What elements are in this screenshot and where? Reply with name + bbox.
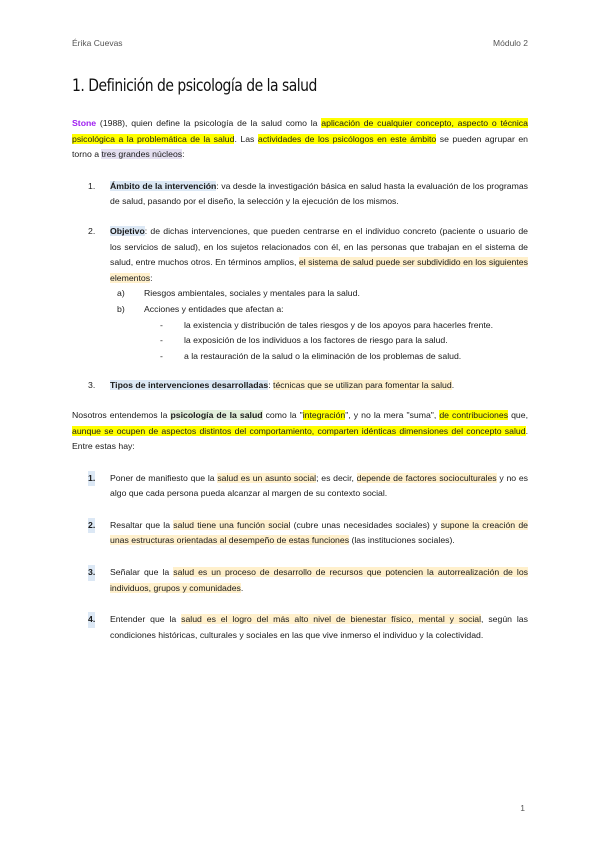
text: Poner de manifiesto que la: [110, 472, 218, 483]
text: Acciones y entidades que afectan a:: [144, 303, 284, 314]
nucleo-item: [72, 378, 528, 394]
dash-item: [72, 318, 528, 334]
text: la existencia y distribución de tales riesgos y de los apoyos para hacerles frente.: [184, 319, 494, 330]
text: a la restauración de la salud o la eliminación de los problemas de salud.: [184, 350, 462, 361]
sub-label: b): [117, 303, 125, 314]
text: . Las: [234, 133, 258, 144]
list-number: 1.: [88, 471, 95, 487]
text: Riesgos ambientales, sociales y mentales para la salud.: [144, 288, 360, 299]
text: : va desde la investigación básica en salud hasta la evaluación de los programas de salud, pasando por el diseño, la selección y la ejecución de los mismos.: [110, 180, 528, 207]
dimension-item: [72, 612, 528, 643]
nucleo-item: [72, 179, 528, 210]
highlight: integración: [302, 409, 346, 420]
highlight: el sistema de salud puede ser subdividido en los siguientes elementos: [110, 257, 528, 283]
sub-label: a): [117, 288, 125, 299]
list-number: 3.: [88, 565, 95, 581]
list-number: 4.: [88, 612, 95, 628]
list-number: 1.: [88, 180, 96, 191]
document-body: [72, 116, 528, 643]
dimension-item: [72, 471, 528, 502]
highlight: psicología de la salud: [170, 409, 263, 420]
nucleo-term: Tipos de intervenciones desarrolladas: [110, 380, 269, 391]
dash-item: [72, 333, 528, 349]
highlight: tres grandes núcleos: [101, 149, 183, 160]
text: se pueden agrupar en torno a: [72, 133, 528, 160]
highlight: salud es un asunto social: [217, 472, 317, 483]
text: como la ": [262, 409, 303, 420]
text: que,: [508, 409, 528, 420]
page-title: 1. Definición de psicología de la salud: [72, 76, 317, 96]
text: (cubre unas necesidades sociales) y: [290, 519, 441, 530]
highlight: depende de factores socioculturales: [356, 472, 497, 483]
text: Entender que la: [110, 614, 182, 625]
integration-paragraph: [72, 408, 528, 455]
text: Señalar que la: [110, 567, 174, 578]
page-number: 1: [520, 803, 525, 813]
text: .: [451, 380, 455, 391]
highlight: técnicas que se utilizan para fomentar la salud: [273, 380, 452, 391]
highlight: actividades de los psicólogos en este ámbito: [257, 133, 437, 144]
dimension-item: [72, 518, 528, 549]
highlight: salud tiene una función social: [173, 519, 291, 530]
text: :: [268, 380, 274, 391]
nucleo-item: [72, 224, 528, 286]
list-number: 2.: [88, 518, 95, 534]
highlight: de contribuciones: [439, 409, 509, 420]
text: , según las condiciones históricas, culturales y sociales en las que vive inmerso el individuo y la colectividad.: [110, 614, 528, 640]
text: : de dichas intervenciones, que pueden centrarse en el individuo concreto (paciente o usuario de los servicios de salud), en los sujetos relacionados con él, en las personas que trabajan en el sistema de salud, entre muchos otros. En términos amplios,: [110, 225, 528, 268]
nucleo-term: Objetivo: [110, 225, 145, 236]
dash-item: [72, 349, 528, 365]
text: .: [240, 582, 244, 593]
dash-bullet: -: [160, 319, 163, 330]
text: (las instituciones sociales).: [349, 535, 455, 546]
dash-bullet: -: [160, 335, 163, 346]
text: Nosotros entendemos la: [72, 409, 171, 420]
list-number: 3.: [88, 380, 96, 391]
text: . Entre estas hay:: [72, 425, 528, 452]
text: la exposición de los individuos a los factores de riesgo para la salud.: [184, 335, 448, 346]
highlight: salud es el logro del más alto nivel de bienestar físico, mental y social: [181, 614, 482, 625]
intro-paragraph: [72, 116, 528, 163]
dimension-item: [72, 565, 528, 596]
text: y no es algo que cada persona pueda alcanzar al margen de su contexto social.: [110, 472, 529, 499]
author-name: Stone: [72, 118, 97, 128]
sub-item: [72, 286, 528, 302]
text: Resaltar que la: [110, 519, 174, 530]
sub-item: [72, 302, 528, 318]
list-number: 2.: [88, 225, 96, 236]
text: (1988), quien define la psicología de la salud como la: [96, 118, 322, 128]
text: :: [150, 272, 153, 283]
text: :: [182, 149, 185, 160]
highlight: aunque se ocupen de aspectos distintos del comportamiento, comparten idénticas dimensiones del concepto salud: [72, 425, 526, 436]
highlight: salud es un proceso de desarrollo de recursos que potencien la autorrealización de los individuos, grupos y comunidades: [110, 567, 528, 593]
dash-bullet: -: [160, 350, 163, 361]
text: ", y no la mera "suma",: [345, 409, 440, 420]
highlight: aplicación de cualquier concepto, aspecto o técnica psicológica a la problemática de la salud: [72, 118, 528, 144]
header-module: Módulo 2: [493, 38, 528, 48]
header-author: Érika Cuevas: [72, 38, 123, 48]
text: ; es decir,: [316, 472, 357, 483]
nucleo-term: Ámbito de la intervención: [110, 180, 217, 191]
highlight: supone la creación de unas estructuras orientadas al desempeño de estas funciones: [110, 519, 528, 546]
